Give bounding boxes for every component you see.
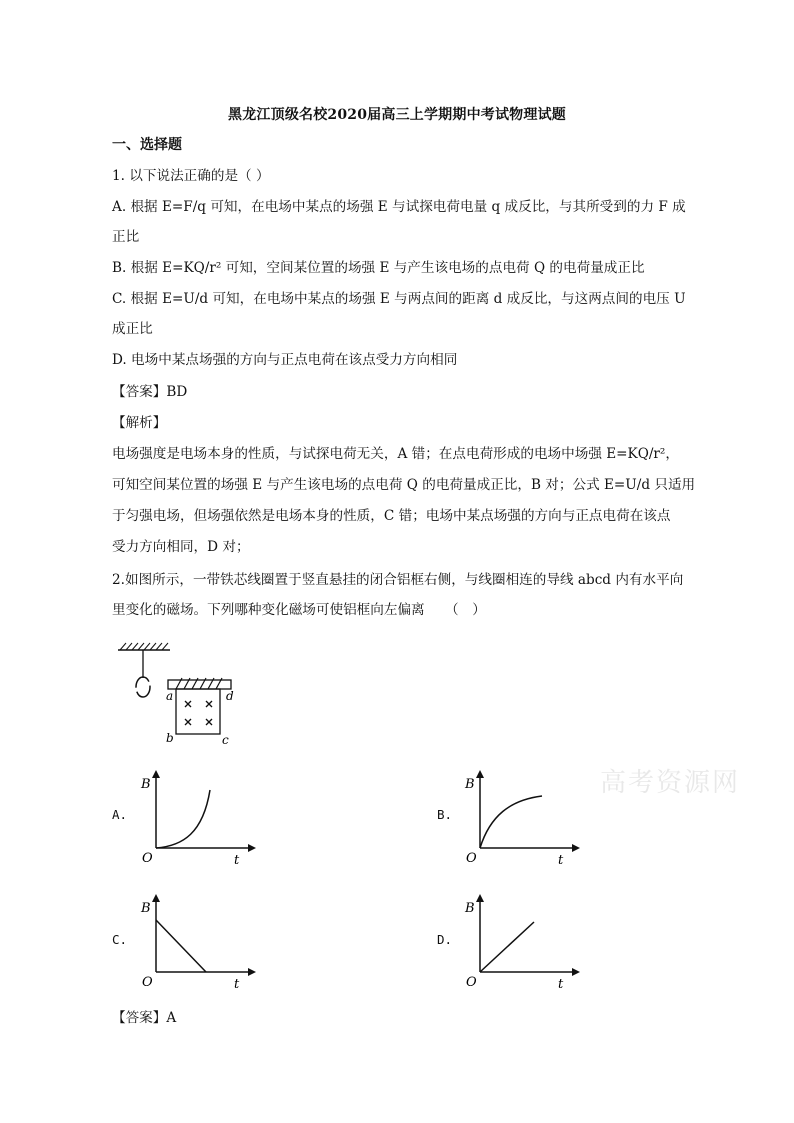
q2-option-c-label: C. xyxy=(112,932,128,947)
q2-stem: 2.如图所示，一带铁芯线圈置于竖直悬挂的闭合铝框右侧，与线圈相连的导线 abcd 内有水平向 xyxy=(112,572,684,588)
q1-stem: 1. 以下说法正确的是（ ） xyxy=(112,168,270,184)
axis-x-label: t xyxy=(234,853,240,868)
q1-option-a: A. 根据 E=F/q 可知，在电场中某点的场强 E 与试探电荷电量 q 成反比，与其所受到的力 F 成 xyxy=(112,199,686,215)
q2-option-d-label: D. xyxy=(437,932,453,947)
q1-option-c-cont: 成正比 xyxy=(112,321,153,337)
axis-y-label: B xyxy=(141,777,151,792)
figure-label-d: d xyxy=(226,689,234,703)
q1-analysis-line-2: 可知空间某位置的场强 E 与产生该电场的点电荷 Q 的电荷量成正比，B 对；公式 E=U/d 只适用 xyxy=(112,477,696,493)
axis-x-label: t xyxy=(558,977,564,992)
watermark: 高考资源网 xyxy=(600,768,741,798)
q1-answer: 【答案】BD xyxy=(112,384,188,400)
figure-label-c: c xyxy=(222,733,229,747)
axis-origin-label: O xyxy=(142,975,153,990)
q2-option-b-graph xyxy=(462,768,582,868)
q2-option-d-graph xyxy=(462,892,582,992)
q1-option-b: B. 根据 E=KQ/r² 可知，空间某位置的场强 E 与产生该电场的点电荷 Q 的电荷量成正比 xyxy=(112,260,645,276)
q1-analysis-line-3: 于匀强电场，但场强依然是电场本身的性质，C 错；电场中某点场强的方向与正点电荷在该点 xyxy=(112,508,671,524)
q2-stem-cont: 里变化的磁场。下列哪种变化磁场可使铝框向左偏离 （ ） xyxy=(112,602,486,618)
axis-x-label: t xyxy=(558,853,564,868)
q2-option-c-graph xyxy=(138,892,258,992)
figure-label-a: a xyxy=(166,689,174,703)
axis-x-label: t xyxy=(234,977,240,992)
q1-analysis-line-1: 电场强度是电场本身的性质，与试探电荷无关，A 错；在点电荷形成的电场中场强 E=KQ/r²， xyxy=(112,446,679,462)
axis-y-label: B xyxy=(465,777,475,792)
axis-origin-label: O xyxy=(142,851,153,866)
q2-apparatus-figure xyxy=(112,638,252,748)
axis-y-label: B xyxy=(141,901,151,916)
q1-analysis-line-4: 受力方向相同，D 对； xyxy=(112,539,250,555)
q1-analysis-label: 【解析】 xyxy=(112,415,167,431)
page-title: 黑龙江顶级名校2020届高三上学期期中考试物理试题 xyxy=(228,107,566,123)
axis-origin-label: O xyxy=(466,975,477,990)
axis-origin-label: O xyxy=(466,851,477,866)
axis-y-label: B xyxy=(465,901,475,916)
section-heading: 一、选择题 xyxy=(112,137,182,153)
q1-option-c: C. 根据 E=U/d 可知，在电场中某点的场强 E 与两点间的距离 d 成反比，与这两点间的电压 U xyxy=(112,291,686,307)
q2-answer: 【答案】A xyxy=(112,1010,177,1026)
q1-option-a-cont: 正比 xyxy=(112,229,140,245)
q2-option-a-graph xyxy=(138,768,258,868)
q2-option-a-label: A. xyxy=(112,807,128,822)
q1-option-d: D. 电场中某点场强的方向与正点电荷在该点受力方向相同 xyxy=(112,352,458,368)
q2-option-b-label: B. xyxy=(437,807,453,822)
figure-label-b: b xyxy=(166,731,174,745)
